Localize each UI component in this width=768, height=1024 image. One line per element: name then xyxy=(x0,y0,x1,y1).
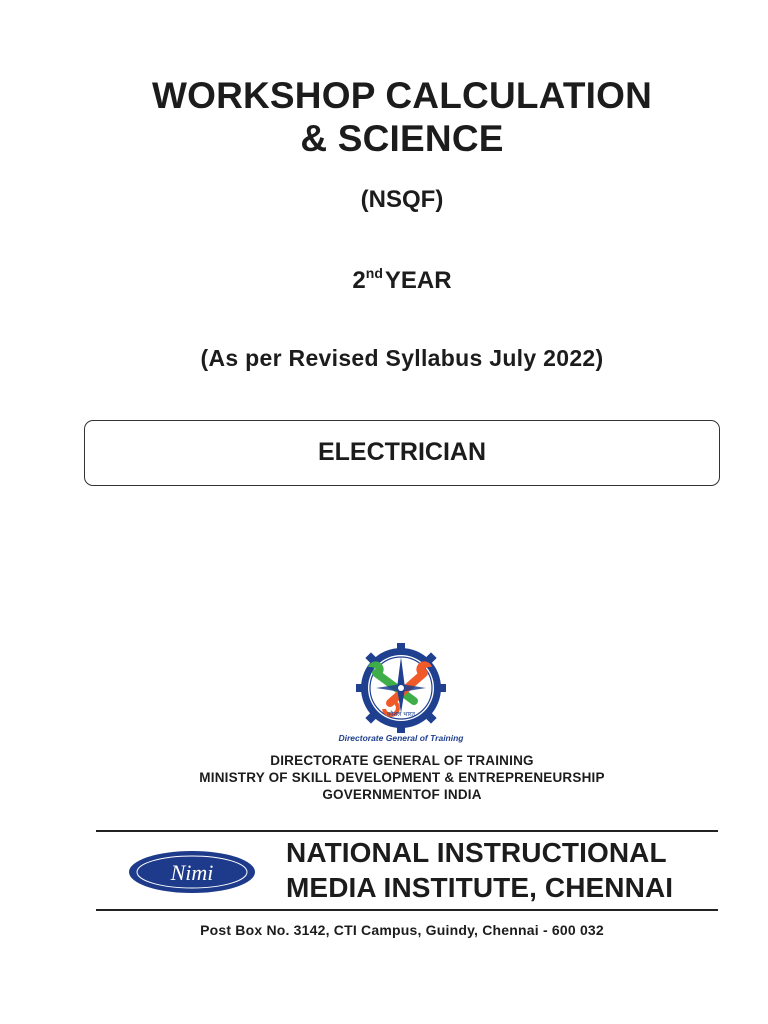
divider-bottom xyxy=(96,909,718,911)
nimi-logo-icon xyxy=(128,850,256,894)
year-label xyxy=(18,258,768,296)
book-title-line-2: & SCIENCE xyxy=(300,118,504,159)
directorate-name: DIRECTORATE GENERAL OF TRAINING xyxy=(270,753,534,768)
syllabus-note: (As per Revised Syllabus July 2022) xyxy=(200,345,604,371)
dgt-emblem-icon xyxy=(354,643,448,733)
scheme-label: (NSQF) xyxy=(360,186,444,213)
publisher-name-line-2: MEDIA INSTITUTE, CHENNAI xyxy=(286,872,674,903)
publisher-name-line-1: NATIONAL INSTRUCTIONAL xyxy=(286,837,667,868)
trade-box xyxy=(84,420,720,486)
year-number: 2 xyxy=(352,267,366,294)
government-name: GOVERNMENTOF INDIA xyxy=(322,787,482,802)
book-title-line-1: WORKSHOP CALCULATION xyxy=(151,75,653,116)
dgt-logo-caption: Directorate General of Training xyxy=(338,733,464,743)
dgt-motto: कौशल भारत xyxy=(387,711,415,718)
divider-top xyxy=(96,830,718,832)
year-suffix: nd xyxy=(365,265,383,281)
ministry-name: MINISTRY OF SKILL DEVELOPMENT & ENTREPRENEURSHIP xyxy=(199,770,605,785)
trade-label: ELECTRICIAN xyxy=(317,438,487,466)
nimi-logo-text: Nimi xyxy=(170,860,214,885)
year-word: YEAR xyxy=(384,267,452,294)
publisher-address: Post Box No. 3142, CTI Campus, Guindy, Chennai - 600 032 xyxy=(200,922,604,938)
